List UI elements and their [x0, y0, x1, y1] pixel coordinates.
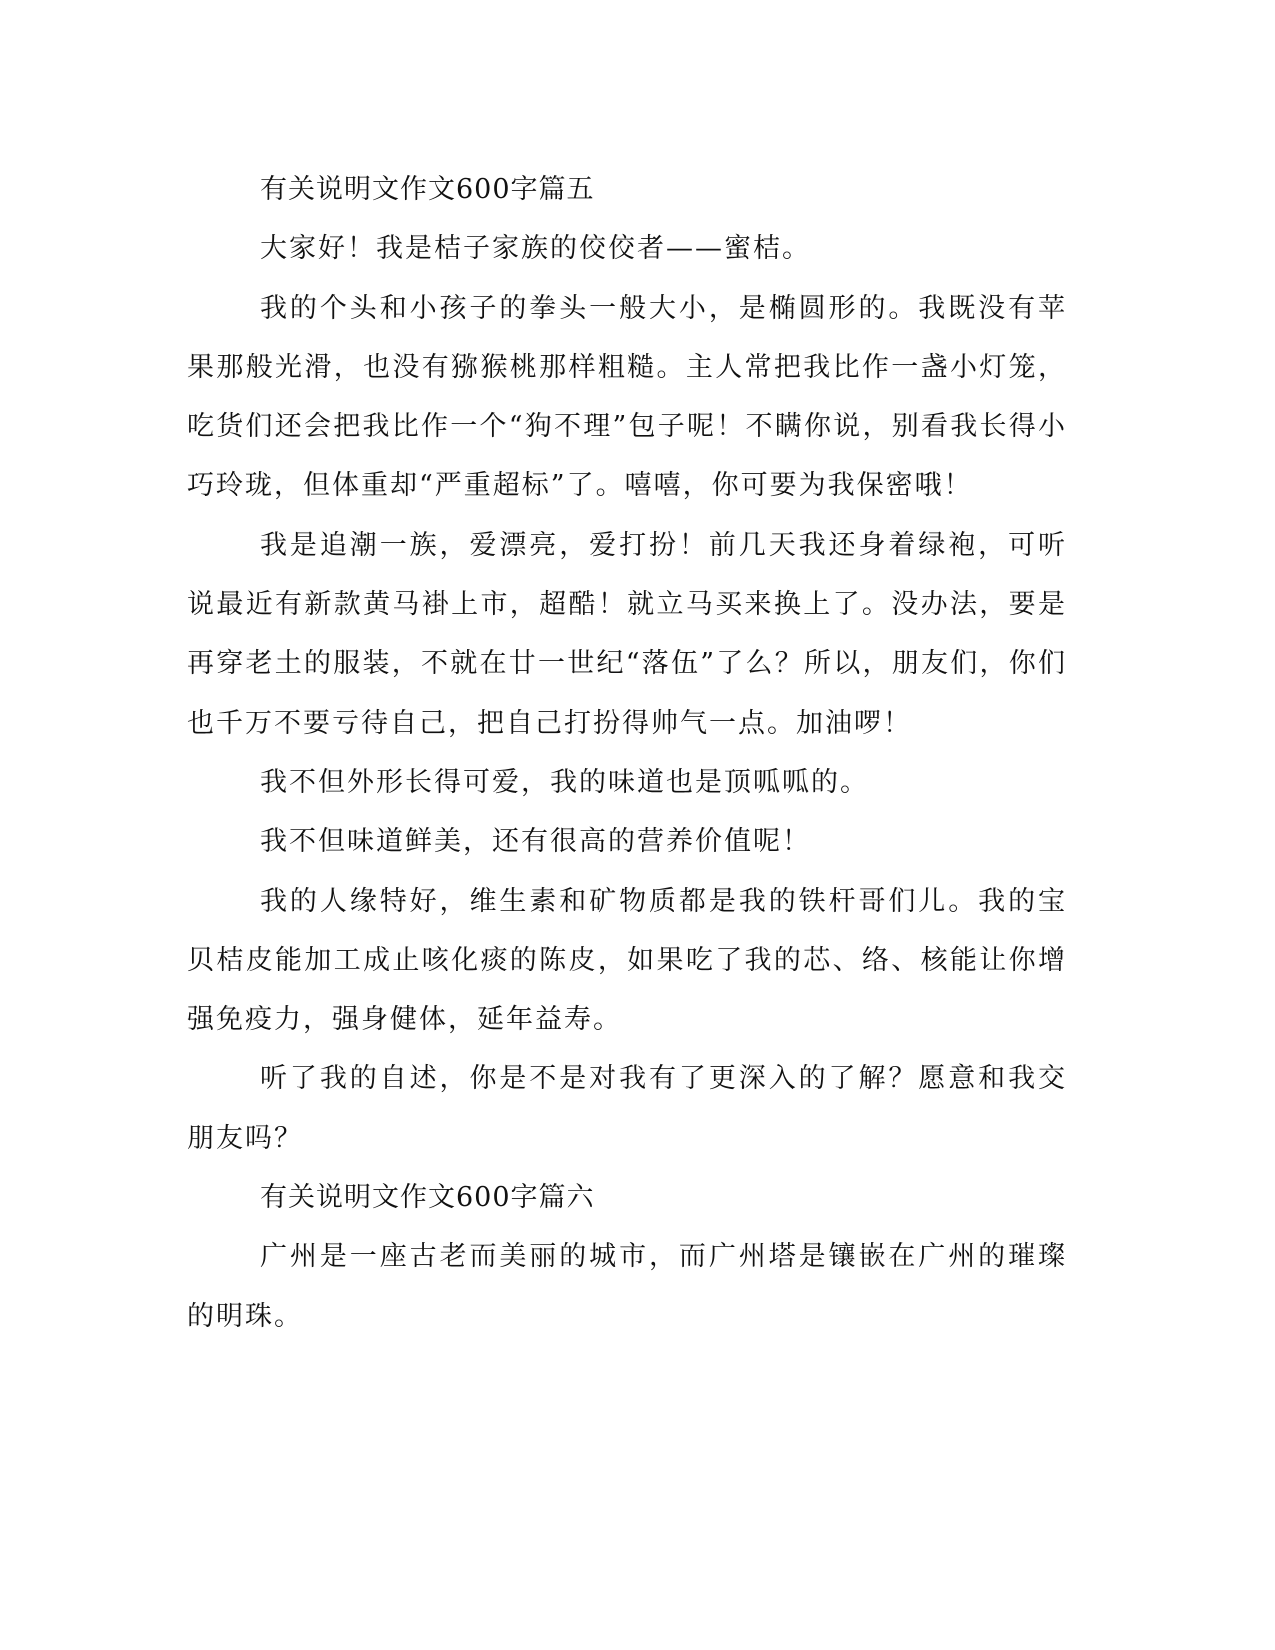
document-body: [187, 160, 1067, 1346]
paragraph-nutrition: 我不但味道鲜美，还有很高的营养价值呢！: [260, 826, 811, 858]
paragraph-appearance: 我的个头和小孩子的拳头一般大小，是椭圆形的。我既没有苹果那般光滑，也没有猕猴桃那样粗糙。主人常把我比作一盏小灯笼，吃货们还会把我比作一个“狗不理”包子呢！不瞒你说，别看我长得小巧玲珑，但体重却“严重超标”了。嘻嘻，你可要为我保密哦！: [187, 292, 1067, 502]
paragraph-closing: 听了我的自述，你是不是对我有了更深入的了解？愿意和我交朋友吗？: [187, 1063, 1067, 1154]
paragraph-fashion: 我是追潮一族，爱漂亮，爱打扮！前几天我还身着绿袍，可听说最近有新款黄马褂上市，超酷！就立马买来换上了。没办法，要是再穿老土的服装，不就在廿一世纪“落伍”了么？所以，朋友们，你们也千万不要亏待自己，把自己打扮得帅气一点。加油啰！: [187, 529, 1067, 739]
paragraph-benefits: 我的人缘特好，维生素和矿物质都是我的铁杆哥们儿。我的宝贝桔皮能加工成止咳化痰的陈皮，如果吃了我的芯、络、核能让你增强免疫力，强身健体，延年益寿。: [187, 885, 1067, 1036]
section-heading-6: 有关说明文作文600字篇六: [260, 1182, 595, 1214]
paragraph-greeting: 大家好！我是桔子家族的佼佼者——蜜桔。: [260, 233, 811, 265]
paragraph-guangzhou: 广州是一座古老而美丽的城市，而广州塔是镶嵌在广州的璀璨的明珠。: [187, 1241, 1067, 1332]
section-heading-5: 有关说明文作文600字篇五: [260, 174, 595, 205]
paragraph-taste: 我不但外形长得可爱，我的味道也是顶呱呱的。: [260, 766, 869, 798]
